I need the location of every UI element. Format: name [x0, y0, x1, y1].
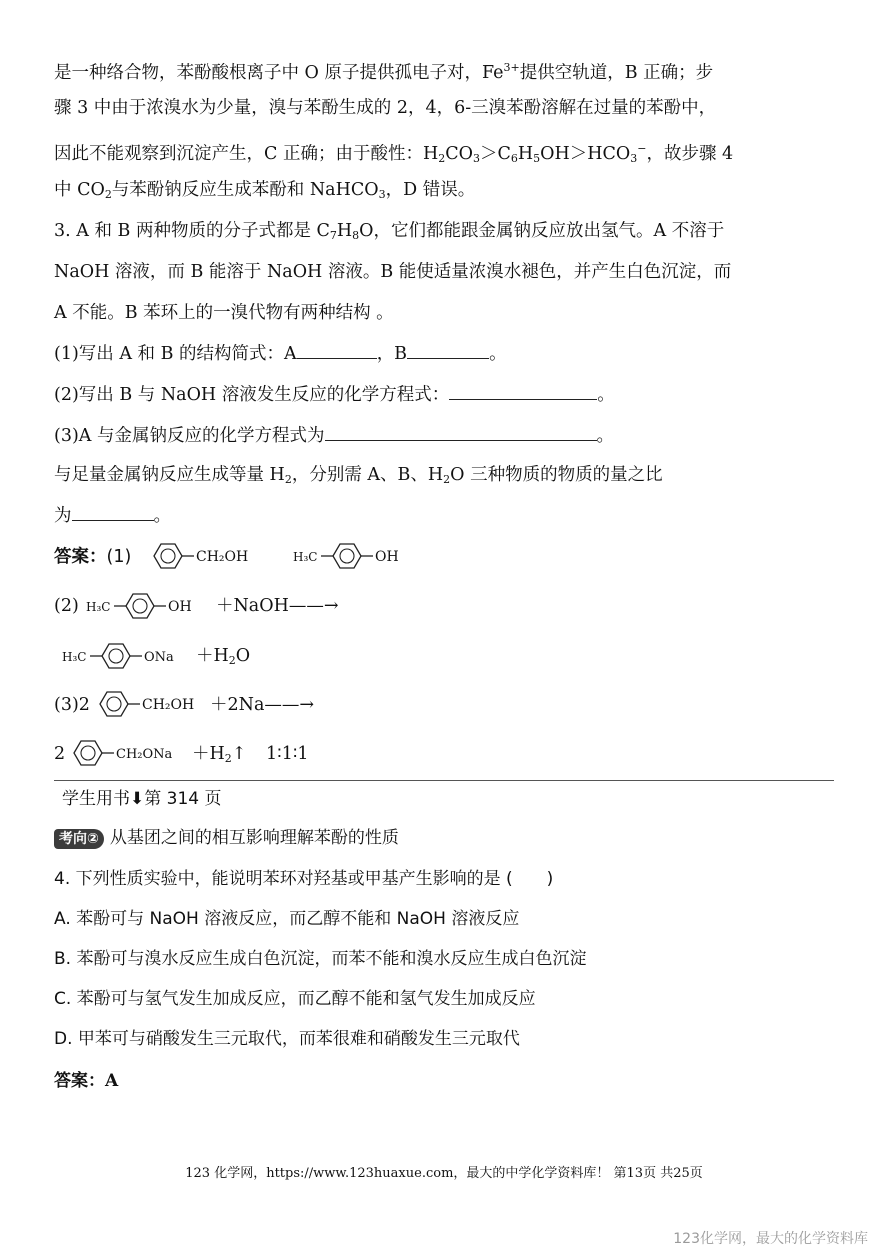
reaction-text: ＋NaOH——→: [216, 596, 339, 616]
text-span: ，D 错误。: [385, 180, 476, 200]
coefficient: 2: [54, 744, 66, 764]
answer-4: [54, 1069, 118, 1093]
text-span: 是一种络合物，苯酚酸根离子中 O 原子提供孤电子对，Fe: [54, 63, 504, 83]
text-span: O 三种物质的物质的量之比: [450, 465, 663, 485]
ch2oh-group: CH₂OH: [142, 697, 195, 713]
subscript: 5: [533, 152, 541, 165]
text-span: O: [235, 646, 251, 666]
reaction-text: ＋2Na——→: [210, 695, 315, 715]
text-span: 。: [153, 506, 171, 526]
text-span: 。: [597, 385, 615, 405]
subscript: 2: [438, 152, 446, 165]
subscript: 2: [104, 188, 112, 201]
text-span: OH＞HCO: [540, 144, 631, 164]
part-1: [54, 342, 507, 366]
part-2: [54, 383, 615, 407]
subscript: 8: [352, 229, 360, 242]
sodium-benzyloxide-structure: [68, 735, 198, 771]
text-span: ＋H: [196, 646, 229, 666]
text-span: 3. A 和 B 两种物质的分子式都是 C: [54, 221, 330, 241]
aromatic-circle: [133, 599, 147, 613]
benzene-ring: [154, 544, 182, 568]
text-line: [54, 463, 663, 492]
text-line: [54, 137, 733, 171]
hydroxyl-group: OH: [375, 549, 399, 565]
benzene-ring: [333, 544, 361, 568]
subscript: 3: [630, 152, 638, 165]
answer-value: A: [105, 1071, 119, 1091]
ona-group: ONa: [144, 650, 174, 665]
text-span: 提供空轨道，B 正确；步: [519, 63, 714, 83]
methyl-group: H₃C: [293, 550, 318, 564]
text-span: 与苯酚钠反应生成苯酚和 NaHCO: [111, 180, 379, 200]
text-span: 与足量金属钠反应生成等量 H: [54, 465, 285, 485]
text-span: 中 CO: [54, 180, 105, 200]
subscript: 2: [224, 752, 232, 765]
text-span: ＋H: [192, 744, 225, 764]
aromatic-circle: [109, 649, 123, 663]
text-span: ↑: [231, 744, 247, 764]
topic-tag: 考向②: [54, 829, 104, 849]
watermark: 123化学网，最大的化学资料库: [673, 1231, 868, 1247]
ch2oh-group: CH₂OH: [196, 549, 249, 565]
question-4: 4. 下列性质实验中，能说明苯环对羟基或甲基产生影响的是 ( ): [54, 869, 554, 889]
methyl-group: H₃C: [62, 650, 87, 664]
ratio-answer: 1∶1∶1: [266, 744, 309, 764]
aromatic-circle: [340, 549, 354, 563]
divider: [54, 780, 834, 781]
benzene-ring: [100, 692, 128, 716]
benzene-ring: [74, 741, 102, 765]
part-3: [54, 424, 614, 448]
subscript: 6: [510, 152, 518, 165]
reaction-text: [192, 742, 246, 771]
answer-blank: [72, 504, 154, 521]
question-3: [54, 219, 724, 248]
benzyl-alcohol-structure: [148, 538, 268, 574]
subscript: 2: [228, 654, 236, 667]
answer-blank: [297, 342, 377, 359]
aromatic-circle: [161, 549, 175, 563]
hydroxyl-group: OH: [168, 599, 192, 615]
text-span: 为: [54, 506, 72, 526]
text-span: H: [336, 221, 353, 241]
subscript: 3: [472, 152, 480, 165]
aromatic-circle: [81, 746, 95, 760]
reaction-text: [196, 644, 250, 673]
text-line: 骤 3 中由于浓溴水为少量，溴与苯酚生成的 2，4，6-三溴苯酚溶解在过量的苯酚中，: [54, 98, 717, 118]
text-span: 因此不能观察到沉淀产生，C 正确；由于酸性：H: [54, 144, 439, 164]
ch2ona-group: CH₂ONa: [116, 747, 173, 762]
superscript: 3+: [503, 61, 520, 74]
text-line: [54, 178, 475, 207]
subscript: 7: [329, 229, 337, 242]
answer-1-label: [54, 545, 131, 569]
sodium-p-cresolate-structure: [62, 638, 192, 674]
answer-blank: [325, 424, 597, 441]
text-span: ＞C: [479, 144, 511, 164]
text-span: (1)写出 A 和 B 的结构简式：A: [54, 344, 297, 364]
page-footer: 123 化学网，https://www.123huaxue.com，最大的中学化学资料库！ 第13页 共25页: [185, 1166, 703, 1181]
benzyl-alcohol-structure: [94, 686, 214, 722]
section-title: 从基团之间的相互影响理解苯酚的性质: [109, 828, 399, 848]
text-span: H: [517, 144, 534, 164]
text-span: (1): [106, 547, 132, 567]
text-span: CO: [445, 144, 473, 164]
superscript: −: [637, 142, 647, 155]
p-cresol-structure: [293, 538, 423, 574]
answer-blank: [407, 342, 489, 359]
text-span: 。: [596, 426, 614, 446]
benzene-ring: [102, 644, 130, 668]
methyl-group: H₃C: [86, 600, 111, 614]
text-line: [54, 56, 713, 85]
subscript: 2: [443, 473, 451, 486]
subscript: 2: [284, 473, 292, 486]
answer-label: 答案：: [54, 1071, 105, 1091]
answer-3-label: (3)2: [54, 695, 90, 715]
benzene-ring: [126, 594, 154, 618]
text-span: ，B: [376, 344, 408, 364]
option-a: A. 苯酚可与 NaOH 溶液反应，而乙醇不能和 NaOH 溶液反应: [54, 909, 520, 929]
option-d: D. 甲苯可与硝酸发生三元取代，而苯很难和硝酸发生三元取代: [54, 1029, 520, 1049]
p-cresol-structure: [86, 588, 216, 624]
subscript: 3: [378, 188, 386, 201]
text-span: (2)写出 B 与 NaOH 溶液发生反应的化学方程式：: [54, 385, 450, 405]
text-line: A 不能。B 苯环上的一溴代物有两种结构 。: [54, 303, 394, 323]
text-span: ，分别需 A、B、H: [291, 465, 444, 485]
text-line: NaOH 溶液，而 B 能溶于 NaOH 溶液。B 能使适量浓溴水褪色，并产生白色沉淀，而: [54, 262, 732, 282]
option-b: B. 苯酚可与溴水反应生成白色沉淀，而苯不能和溴水反应生成白色沉淀: [54, 949, 587, 969]
aromatic-circle: [107, 697, 121, 711]
option-c: C. 苯酚可与氢气发生加成反应，而乙醇不能和氢气发生加成反应: [54, 989, 536, 1009]
text-line: [54, 504, 171, 528]
text-span: (3)A 与金属钠反应的化学方程式为: [54, 426, 325, 446]
answer-2-label: (2): [54, 596, 79, 616]
text-span: 。: [489, 344, 507, 364]
section-reference: 学生用书⬇第 314 页: [62, 789, 222, 809]
text-span: O，它们都能跟金属钠反应放出氢气。A 不溶于: [359, 221, 725, 241]
answer-blank: [449, 383, 597, 400]
section-heading: [54, 826, 399, 850]
answer-label: 答案：: [54, 547, 107, 567]
text-span: ，故步骤 4: [646, 144, 734, 164]
